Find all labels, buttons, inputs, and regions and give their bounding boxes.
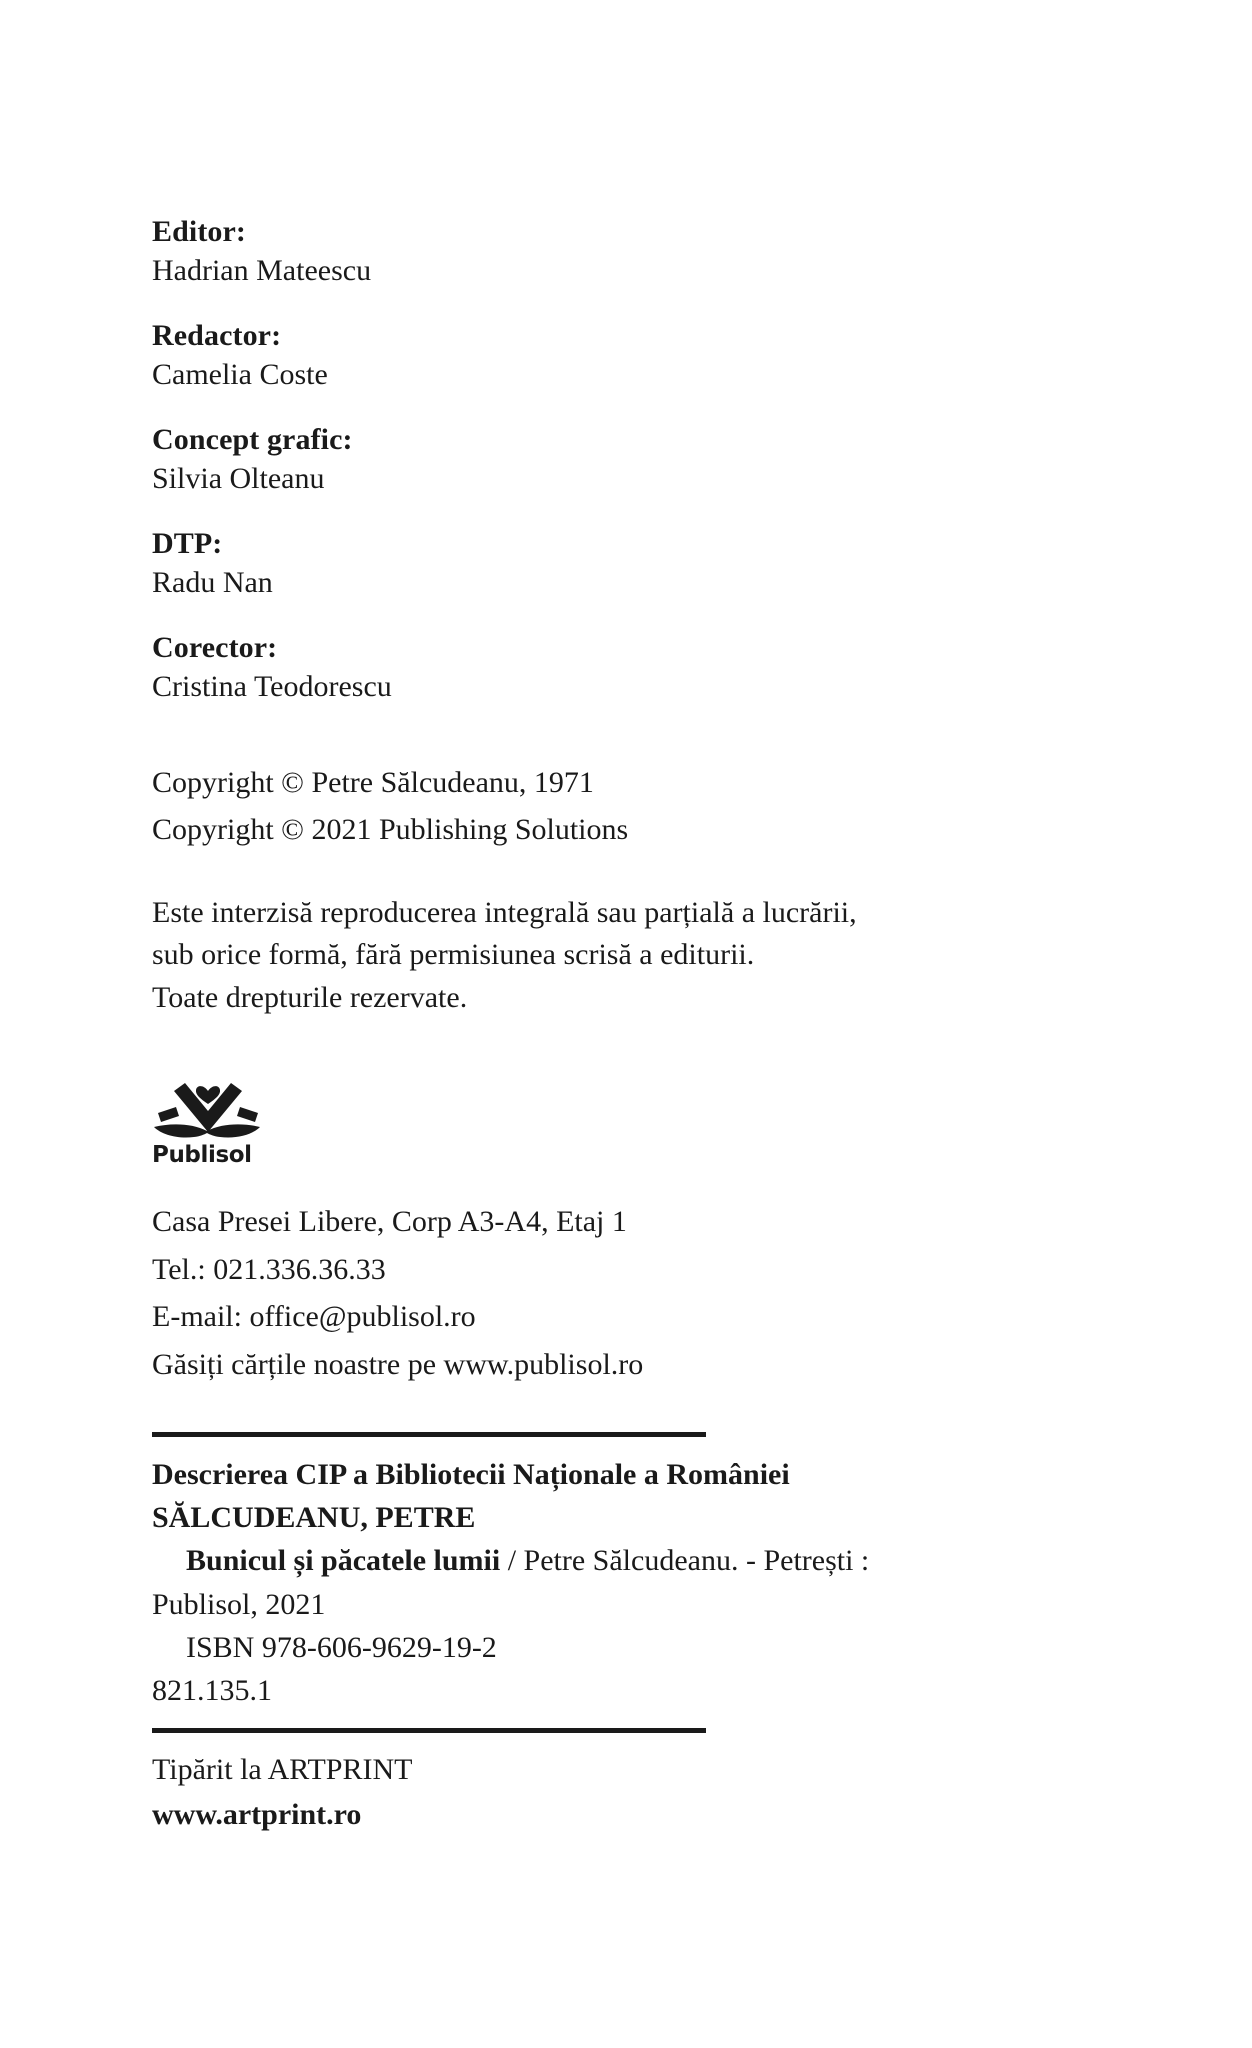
credit-role-label: Editor: xyxy=(152,215,247,248)
credit-block-corector xyxy=(152,628,1092,706)
credit-role-label: Redactor: xyxy=(152,319,282,352)
copyright-author-line: Copyright © Petre Sălcudeanu, 1971 xyxy=(152,766,594,799)
rights-notice xyxy=(152,892,1092,1020)
cip-imprint: Publisol, 2021 xyxy=(152,1587,326,1621)
contact-email: E-mail: office@publisol.ro xyxy=(152,1300,476,1334)
printer-name: Tipărit la ARTPRINT xyxy=(152,1753,413,1787)
publisher-logo xyxy=(152,1061,302,1168)
credit-block-editor xyxy=(152,212,1092,290)
credit-role-label: Concept grafic: xyxy=(152,423,353,456)
printer-info xyxy=(152,1747,1092,1837)
cip-rule-bottom xyxy=(152,1728,706,1733)
contact-website: Găsiți cărțile noastre pe www.publisol.ro xyxy=(152,1347,644,1381)
cip-title-line xyxy=(152,1539,1092,1582)
cip-heading: Descrierea CIP a Bibliotecii Naționale a României xyxy=(152,1457,790,1491)
credit-person-name: Hadrian Mateescu xyxy=(152,254,372,287)
cip-isbn: ISBN 978-606-9629-19-2 xyxy=(186,1630,497,1664)
copyright-group xyxy=(152,760,1092,854)
publisher-contact xyxy=(152,1198,1092,1388)
credit-block-dtp xyxy=(152,524,1092,602)
publisol-open-book-heart-icon xyxy=(152,1061,264,1139)
credit-role-label: DTP: xyxy=(152,527,223,560)
credit-role-label: Corector: xyxy=(152,631,278,664)
printer-website: www.artprint.ro xyxy=(152,1798,362,1832)
credit-block-concept-grafic xyxy=(152,420,1092,498)
cip-title-statement: / Petre Sălcudeanu. - Petrești : xyxy=(500,1544,870,1578)
cip-classification: 821.135.1 xyxy=(152,1673,272,1707)
credit-person-name: Camelia Coste xyxy=(152,358,328,391)
cip-description xyxy=(152,1453,1092,1712)
credit-block-redactor xyxy=(152,316,1092,394)
copyright-publisher-line: Copyright © 2021 Publishing Solutions xyxy=(152,812,629,846)
publisol-wordmark: Publisol xyxy=(152,1142,252,1169)
cip-author: SĂLCUDEANU, PETRE xyxy=(152,1501,476,1535)
credit-person-name: Silvia Olteanu xyxy=(152,462,325,495)
rights-notice-line-3: Toate drepturile rezervate. xyxy=(152,980,468,1014)
contact-address: Casa Presei Libere, Corp A3-A4, Etaj 1 xyxy=(152,1205,627,1239)
cip-rule-top xyxy=(152,1432,706,1437)
credit-person-name: Cristina Teodorescu xyxy=(152,670,392,703)
rights-notice-line-2: sub orice formă, fără permisiunea scrisă a editurii. xyxy=(152,938,755,972)
page-content xyxy=(152,212,1092,1837)
credit-person-name: Radu Nan xyxy=(152,566,273,599)
contact-phone: Tel.: 021.336.36.33 xyxy=(152,1252,386,1286)
rights-notice-line-1: Este interzisă reproducerea integrală sau parțială a lucrării, xyxy=(152,895,857,929)
cip-book-title: Bunicul și păcatele lumii xyxy=(186,1544,501,1578)
